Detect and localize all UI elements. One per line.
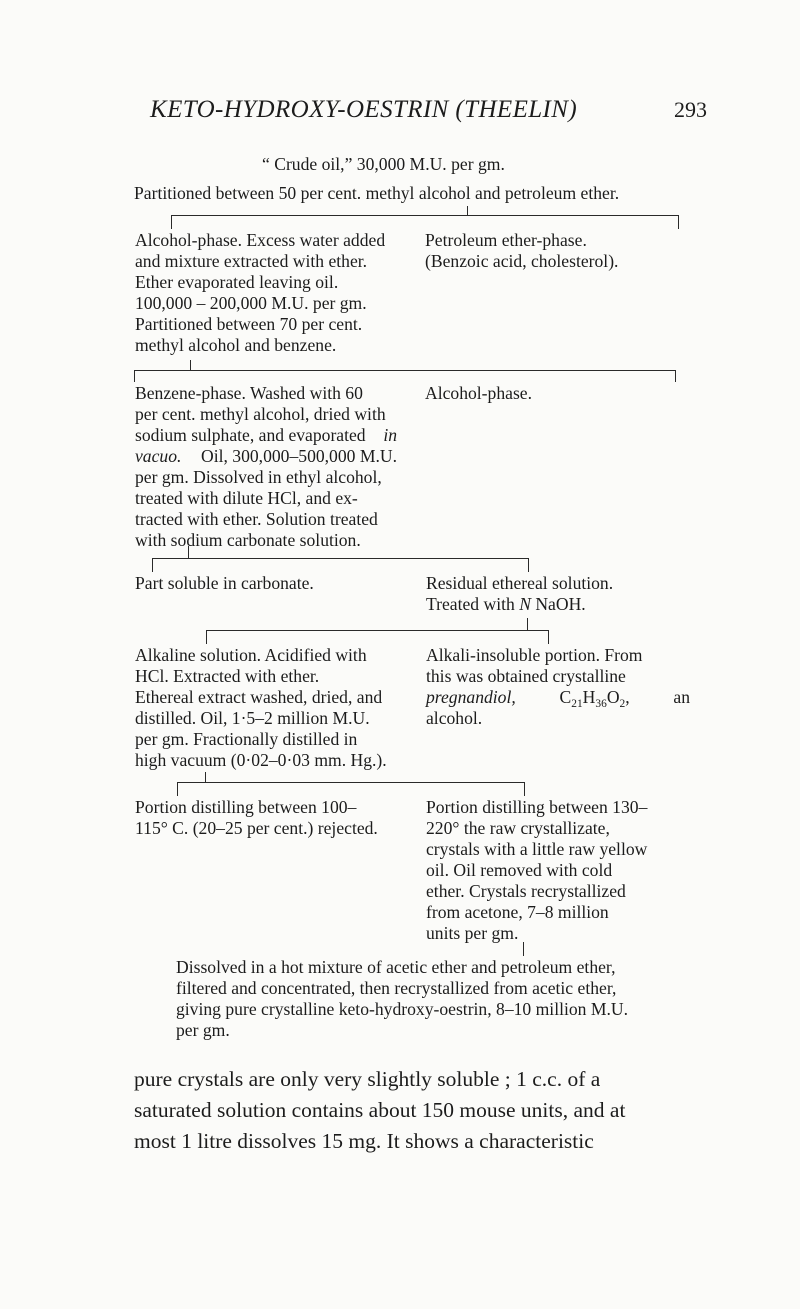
text-line: high vacuum (0·02–0·03 mm. Hg.). <box>135 750 387 770</box>
text-span: Portion distilling between 100– <box>135 797 357 817</box>
text-line: crystals with a little raw yellow <box>426 839 648 859</box>
text-line: per gm. Fractionally distilled in <box>135 729 358 749</box>
text-line <box>426 687 690 708</box>
italic-text: in <box>383 425 397 445</box>
connector-line <box>206 630 207 644</box>
text-span: Alkaline solution. Acidified with <box>135 645 367 665</box>
text-span: Treated with <box>426 594 515 614</box>
text-line: HCl. Extracted with ether. <box>135 666 320 686</box>
alkaline-solution-block <box>135 645 400 771</box>
connector-line <box>524 782 525 796</box>
italic-text: pregnandiol, <box>426 687 516 707</box>
text-line <box>135 446 397 467</box>
connector-line <box>205 772 206 782</box>
text-span: NaOH. <box>535 594 586 614</box>
connector-line <box>190 360 191 370</box>
text-line: Dissolved in a hot mixture of acetic ether and petroleum ether, <box>176 957 616 977</box>
page-number: 293 <box>674 97 707 122</box>
connector-line <box>188 546 189 558</box>
connector-line <box>134 370 135 382</box>
alkali-insoluble-block <box>426 645 690 729</box>
portion-high-block <box>426 797 690 944</box>
text-line: 115° C. (20–25 per cent.) rejected. <box>135 818 378 838</box>
text-line: with sodium carbonate solution. <box>135 530 361 550</box>
text-line: Ethereal extract washed, dried, and <box>135 687 383 707</box>
text-span: Oil, 300,000–500,000 M.U. <box>201 446 397 466</box>
carbonate-part: Part soluble in carbonate. <box>135 573 314 593</box>
text-line: per gm. Dissolved in ethyl alcohol, <box>135 467 382 487</box>
text-line: Ether evaporated leaving oil. <box>135 272 339 292</box>
text-span: H <box>582 687 596 707</box>
connector-line <box>678 215 679 229</box>
text-line <box>426 594 586 615</box>
text-line: Petroleum ether-phase. <box>425 230 587 250</box>
text-line: oil. Oil removed with cold <box>426 860 613 880</box>
text-span: O <box>606 687 620 707</box>
connector-line <box>134 370 675 371</box>
text-line: 220° the raw crystallizate, <box>426 818 610 838</box>
text-line <box>135 425 397 446</box>
text-line: Portion distilling between 130– <box>426 797 648 817</box>
connector-line <box>171 215 678 216</box>
text-line: units per gm. <box>426 923 519 943</box>
subscript: 2 <box>619 698 626 710</box>
connector-line <box>206 630 548 631</box>
text-line: distilled. Oil, 1·5–2 million M.U. <box>135 708 370 728</box>
text-line: Alcohol-phase. Excess water added <box>135 230 386 250</box>
text-line: this was obtained crystalline <box>426 666 626 686</box>
connector-line <box>152 558 528 559</box>
connector-line <box>171 215 172 229</box>
body-line: saturated solution contains about 150 mouse units, and at <box>134 1098 626 1122</box>
flow-partition-1: Partitioned between 50 per cent. methyl alcohol and petroleum ether. <box>134 183 620 203</box>
text-span: Benzene-phase. Washed with 60 <box>135 383 363 403</box>
text-span: C <box>559 687 572 707</box>
alcohol-phase-2: Alcohol-phase. <box>425 383 532 403</box>
text-line: filtered and concentrated, then recrystallized from acetic ether, <box>176 978 617 998</box>
text-line: Partitioned between 70 per cent. <box>135 314 363 334</box>
portion-low-block <box>135 797 397 839</box>
connector-line <box>467 206 468 215</box>
text-line: (Benzoic acid, cholesterol). <box>425 251 619 271</box>
connector-line <box>523 942 524 956</box>
connector-line <box>177 782 524 783</box>
text-line: treated with dilute HCl, and ex- <box>135 488 358 508</box>
connector-line <box>152 558 153 572</box>
text-line: per gm. <box>176 1020 230 1040</box>
connector-line <box>548 630 549 644</box>
chemical-formula <box>559 687 629 708</box>
italic-text: vacuo. <box>135 446 182 466</box>
text-line: per cent. methyl alcohol, dried with <box>135 404 386 424</box>
flow-start: “ Crude oil,” 30,000 M.U. per gm. <box>262 154 505 174</box>
connector-line <box>527 618 528 630</box>
text-line <box>135 645 400 666</box>
text-line: from acetone, 7–8 million <box>426 902 609 922</box>
text-line <box>135 383 397 404</box>
text-line: methyl alcohol and benzene. <box>135 335 337 355</box>
text-line: 100,000 – 200,000 M.U. per gm. <box>135 293 367 313</box>
text-line <box>135 797 397 818</box>
text-line: Alkali-insoluble portion. From <box>426 645 643 665</box>
running-header-title: KETO-HYDROXY-OESTRIN (THEELIN) <box>150 96 578 123</box>
text-span: , <box>625 687 630 707</box>
benzene-phase-block <box>135 383 397 551</box>
subscript: 21 <box>571 698 583 710</box>
text-line: tracted with ether. Solution treated <box>135 509 378 529</box>
italic-text: N <box>519 594 531 614</box>
body-line: pure crystals are only very slightly soluble ; 1 c.c. of a <box>134 1067 601 1091</box>
text-line: ether. Crystals recrystallized <box>426 881 626 901</box>
text-line: giving pure crystalline keto-hydroxy-oestrin, 8–10 million M.U. <box>176 999 628 1019</box>
text-span: sodium sulphate, and evaporated <box>135 425 366 445</box>
connector-line <box>675 370 676 382</box>
subscript: 36 <box>595 698 607 710</box>
connector-line <box>177 782 178 796</box>
text-line: Residual ethereal solution. <box>426 573 614 593</box>
text-line: and mixture extracted with ether. <box>135 251 368 271</box>
text-line: alcohol. <box>426 708 483 728</box>
text-span: an <box>673 687 690 707</box>
body-line: most 1 litre dissolves 15 mg. It shows a characteristic <box>134 1129 594 1153</box>
connector-line <box>528 558 529 572</box>
